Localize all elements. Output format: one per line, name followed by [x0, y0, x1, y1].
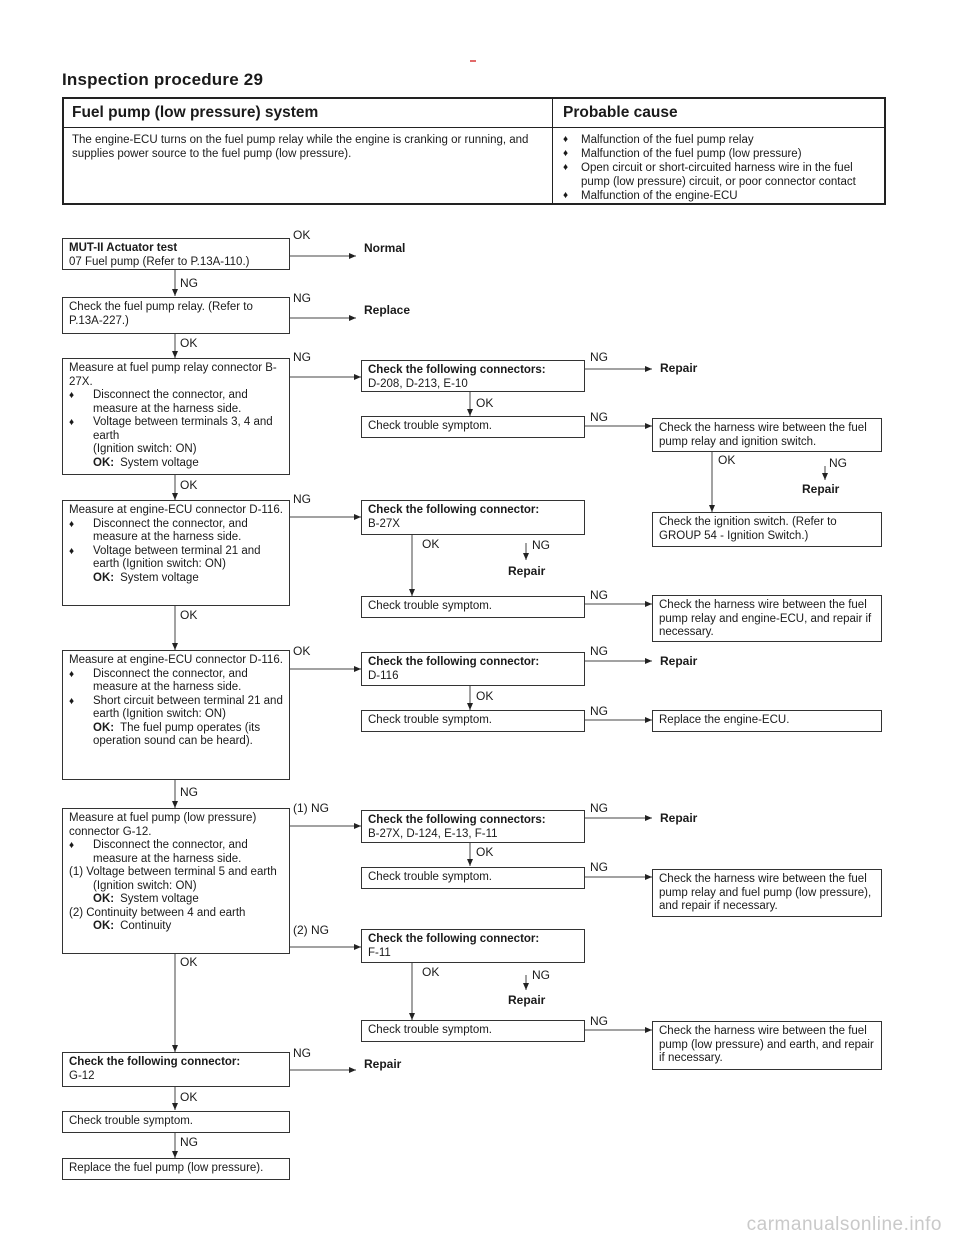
branch-label-ng: NG [293, 492, 311, 506]
probable-cause-title: Probable cause [563, 104, 678, 121]
connector-f11-box [361, 929, 585, 963]
box-condition: (Ignition switch: ON) [93, 879, 197, 892]
box-text: Check the ignition switch. (Refer to GROUP 54 - Ignition Switch.) [659, 516, 837, 542]
box-condition: (Ignition switch: ON) [93, 443, 197, 455]
branch-label-ng: NG [293, 350, 311, 364]
box-title: Check the following connectors: [368, 364, 546, 376]
branch-label-ng: NG [180, 1135, 198, 1149]
ok-label: OK: [93, 456, 115, 469]
branch-label-ng: NG [532, 538, 550, 552]
relay-connector-measure-box [62, 358, 290, 475]
fuel-pump-connector-measure-box [62, 808, 290, 954]
box-text: Replace the engine-ECU. [659, 714, 790, 726]
branch-label-ok: OK [476, 396, 494, 410]
g12-connector-check-box [62, 1052, 290, 1087]
ok-text: System voltage [120, 456, 199, 469]
box-ok-line [69, 457, 283, 471]
box-text: Check the harness wire between the fuel pump relay and engine-ECU, and repair if necessary. [659, 599, 872, 638]
outcome-repair: Repair [364, 1057, 402, 1071]
branch-label-ng: NG [590, 860, 608, 874]
box-text: F-11 [368, 946, 391, 959]
box-bullet: ♦ Disconnect the connector, and measure at the harness side. [69, 839, 283, 866]
outcome-repair: Repair [802, 482, 840, 496]
connector-b27x-box [361, 500, 585, 535]
box-text: Check trouble symptom. [368, 420, 492, 432]
box-text: Check trouble symptom. [368, 714, 492, 726]
ok-label: OK: [93, 893, 115, 905]
branch-label-ok: OK [293, 644, 311, 658]
trouble-symptom-box [361, 710, 585, 732]
trouble-symptom-box [361, 416, 585, 438]
branch-label-ok: OK [180, 1090, 198, 1104]
box-ok-line [69, 572, 283, 586]
box-text: 07 Fuel pump (Refer to P.13A-110.) [69, 255, 250, 268]
outcome-repair: Repair [508, 564, 546, 578]
trouble-symptom-box [361, 867, 585, 889]
branch-label-ok: OK [422, 965, 440, 979]
box-bullet: ♦ Disconnect the connector, and measure at the harness side. [69, 518, 283, 545]
box-text: Check the harness wire between the fuel pump relay and fuel pump (low pressure), and repair if necessary. [659, 873, 872, 912]
trouble-symptom-box [361, 596, 585, 618]
branch-label-ok: OK [180, 478, 198, 492]
harness-relay-ignition-box [652, 418, 882, 452]
branch-label-ok: OK [180, 336, 198, 350]
box-bullet: ♦ Disconnect the connector, and measure at the harness side. [69, 668, 283, 695]
branch-label-ng: NG [829, 456, 847, 470]
outcome-repair: Repair [660, 654, 698, 668]
connectors-d208-box [361, 360, 585, 392]
connector-d116-box [361, 652, 585, 686]
connectors-b27x-d124-box [361, 810, 585, 843]
outcome-repair: Repair [660, 811, 698, 825]
harness-pump-earth-box [652, 1021, 882, 1070]
ok-label: OK: [93, 571, 115, 584]
outcome-repair: Repair [660, 361, 698, 375]
harness-relay-ecu-box [652, 595, 882, 642]
branch-label-ng: NG [180, 785, 198, 799]
branch-label-ng: NG [590, 1014, 608, 1028]
box-intro: Measure at engine-ECU connector D-116. [69, 504, 283, 516]
fuel-pump-relay-check-box [62, 297, 290, 334]
cause-item: ♦ Open circuit or short-circuited harness wire in the fuel pump (low pressure) circuit, or poor connector contact [563, 161, 881, 189]
ecu-connector-short-box [62, 650, 290, 780]
branch-label-ok: OK [718, 453, 736, 467]
outcome-repair: Repair [508, 993, 546, 1007]
branch-label-ng: NG [590, 588, 608, 602]
box-text: Check trouble symptom. [368, 1024, 492, 1036]
ignition-switch-check-box [652, 512, 882, 547]
box-bullet: ♦ Short circuit between terminal 21 and earth (Ignition switch: ON) [69, 695, 283, 722]
branch-label-ng: NG [590, 704, 608, 718]
branch-label-ng: NG [590, 644, 608, 658]
replace-ecu-box [652, 710, 882, 732]
page-title: Inspection procedure 29 [62, 70, 264, 89]
box-intro: Measure at fuel pump relay connector B-27X. [69, 362, 277, 388]
box-text: Replace the fuel pump (low pressure). [69, 1162, 264, 1174]
branch-label-ok: OK [476, 845, 494, 859]
ok-text: System voltage [120, 571, 199, 584]
branch-label-ng1: (1) NG [293, 801, 329, 815]
box-text: D-208, D-213, E-10 [368, 377, 468, 390]
box-title: Check the following connector: [69, 1056, 241, 1068]
trouble-symptom-box [62, 1111, 290, 1133]
ecu-connector-voltage-box [62, 500, 290, 606]
ok-label: OK: [93, 721, 115, 734]
box-text: D-116 [368, 669, 399, 682]
ok-text: The fuel pump operates (its operation sound can be heard). [93, 721, 261, 747]
box-text: B-27X [368, 517, 400, 530]
system-description: The engine-ECU turns on the fuel pump relay while the engine is cranking or running, and supplies power source to the fuel pump (low pressure). [72, 134, 529, 160]
branch-label-ng: NG [590, 410, 608, 424]
outcome-replace: Replace [364, 303, 411, 317]
cause-item: ♦ Malfunction of the fuel pump relay [563, 133, 881, 147]
box-text: Check trouble symptom. [69, 1115, 193, 1127]
branch-label-ok: OK [476, 689, 494, 703]
box-bullet: ♦ Voltage between terminals 3, 4 and earth [69, 416, 283, 443]
box-title: Check the following connector: [368, 933, 540, 945]
box-ok-line [69, 920, 283, 934]
box-intro: Measure at engine-ECU connector D-116. [69, 654, 283, 666]
box-title: Check the following connector: [368, 656, 540, 668]
branch-label-ng: NG [590, 350, 608, 364]
box-ok-line [69, 893, 283, 907]
box-text: Check the fuel pump relay. (Refer to P.13A-227.) [69, 301, 253, 327]
cause-item: ♦ Malfunction of the fuel pump (low pressure) [563, 147, 881, 161]
box-text: G-12 [69, 1069, 95, 1082]
replace-fuel-pump-box [62, 1158, 290, 1180]
branch-label-ng: NG [293, 1046, 311, 1060]
box-intro: Measure at fuel pump (low pressure) connector G-12. [69, 812, 257, 838]
box-text: Check the harness wire between the fuel pump (low pressure) and earth, and repair if necessary. [659, 1025, 874, 1064]
box-text: Check trouble symptom. [368, 871, 492, 883]
box-title: Check the following connector: [368, 504, 540, 516]
branch-label-ng: NG [293, 291, 311, 305]
box-text: Check trouble symptom. [368, 600, 492, 612]
ok-label: OK: [93, 920, 115, 932]
ok-text: Continuity [120, 920, 172, 932]
trouble-symptom-box [361, 1020, 585, 1042]
harness-relay-pump-box [652, 869, 882, 917]
box-title: MUT-II Actuator test [69, 242, 178, 254]
box-text: B-27X, D-124, E-13, F-11 [368, 827, 498, 840]
box-bullet: ♦ Voltage between terminal 21 and earth (Ignition switch: ON) [69, 545, 283, 572]
watermark: carmanualsonline.info [746, 1214, 942, 1235]
branch-label-ok: OK [180, 955, 198, 969]
box-title: Check the following connectors: [368, 814, 546, 826]
box-ok-line [69, 722, 283, 749]
branch-label-ng2: (2) NG [293, 923, 329, 937]
outcome-normal: Normal [364, 241, 406, 255]
branch-label-ng: NG [590, 801, 608, 815]
box-item: (1) Voltage between terminal 5 and earth [69, 866, 277, 878]
box-bullet: ♦ Disconnect the connector, and measure at the harness side. [69, 389, 283, 416]
branch-label-ng: NG [532, 968, 550, 982]
system-title: Fuel pump (low pressure) system [72, 104, 319, 121]
cause-item: ♦ Malfunction of the engine-ECU [563, 189, 881, 203]
branch-label-ok: OK [293, 228, 311, 242]
branch-label-ok: OK [180, 608, 198, 622]
branch-label-ok: OK [422, 537, 440, 551]
ok-text: System voltage [120, 893, 199, 905]
box-item: (2) Continuity between 4 and earth [69, 906, 246, 919]
actuator-test-box [62, 238, 290, 270]
box-text: Check the harness wire between the fuel pump relay and ignition switch. [659, 422, 867, 448]
branch-label-ng: NG [180, 276, 198, 290]
